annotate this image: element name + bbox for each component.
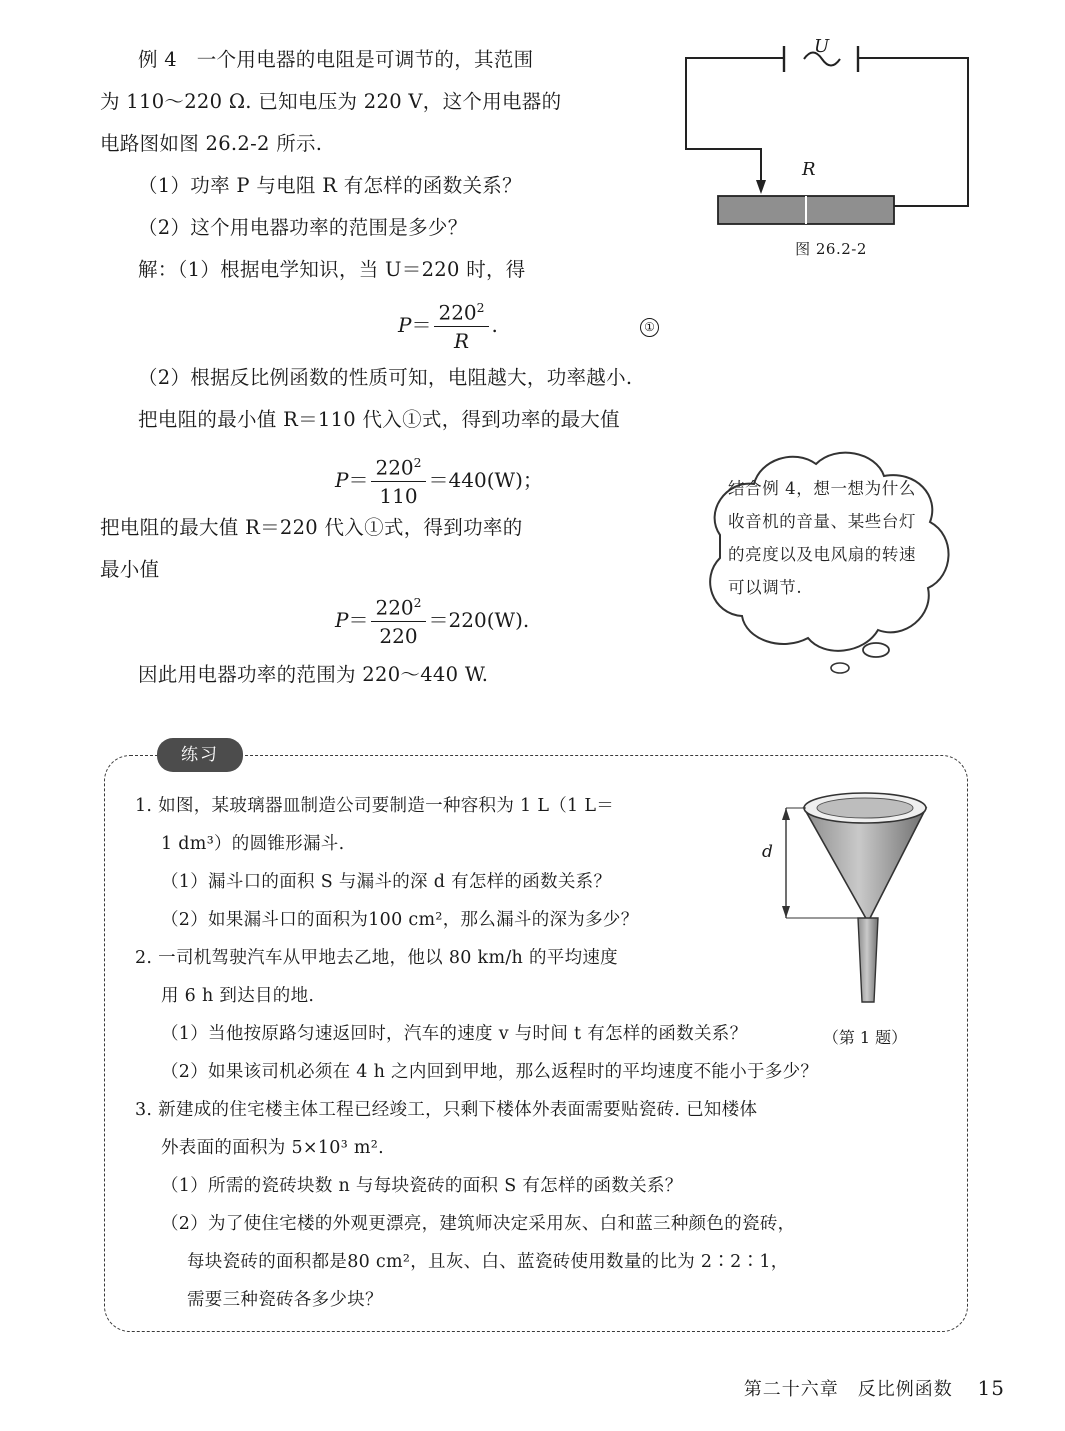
example-step-3: 把电阻的最小值 R＝110 代入①式，得到功率的最大值 — [138, 408, 620, 431]
footer-chapter: 第二十六章 反比例函数 — [743, 1379, 953, 1400]
question-3-sub-3: 每块瓷砖的面积都是80 cm²，且灰、白、蓝瓷砖使用数量的比为 2∶2∶1， — [187, 1252, 789, 1272]
funnel-figure-caption: （第 1 题） — [822, 1028, 908, 1047]
page-footer — [0, 1375, 1005, 1401]
formula-1-tail: . — [491, 312, 498, 337]
question-2-sub-2: （2）如果该司机必须在 4 h 之内回到甲地，那么返程时的平均速度不能小于多少？ — [161, 1062, 819, 1082]
formula-2 — [335, 455, 543, 508]
formula-2-result: ＝440(W)； — [428, 467, 543, 492]
formula-1-exp: 2 — [476, 300, 485, 315]
formula-1-p: P — [398, 312, 412, 337]
formula-1 — [398, 300, 498, 353]
formula-3-p: P — [335, 607, 349, 632]
thought-bubble — [690, 440, 970, 690]
example-question-1: （1）功率 P 与电阻 R 有怎样的函数关系？ — [138, 174, 522, 197]
example-line-3: 电路图如图 26.2-2 所示. — [100, 132, 323, 155]
example-line-1: 例 4 一个用电器的电阻是可调节的，其范围 — [138, 48, 534, 71]
funnel-label-d: d — [762, 842, 773, 862]
example-conclusion: 因此用电器功率的范围为 220～440 W. — [138, 663, 489, 686]
formula-1-circled-one: ① — [640, 318, 659, 337]
formula-1-marker — [640, 313, 659, 337]
circuit-figure-caption: 图 26.2-2 — [795, 240, 867, 258]
circuit-figure — [676, 36, 986, 261]
question-3-sub-4: 需要三种瓷砖各多少块？ — [187, 1290, 383, 1310]
thought-bubble-text: 结合例 4，想一想为什么收音机的音量、某些台灯的亮度以及电风扇的转速可以调节. — [728, 479, 917, 597]
example-step-4a: 把电阻的最大值 R＝220 代入①式，得到功率的 — [100, 516, 523, 539]
formula-3 — [335, 595, 529, 648]
formula-2-fraction — [371, 455, 425, 508]
example-solution-head: 解：（1）根据电学知识，当 U＝220 时，得 — [138, 258, 526, 281]
example-line-2: 为 110～220 Ω. 已知电压为 220 V，这个用电器的 — [100, 90, 562, 113]
footer-page-number: 15 — [977, 1376, 1005, 1400]
formula-3-result: ＝220(W). — [428, 607, 530, 632]
formula-3-eq: ＝ — [348, 607, 369, 632]
circuit-diagram-svg — [676, 46, 986, 231]
question-1-cont: 1 dm³）的圆锥形漏斗. — [161, 834, 345, 854]
example-step-2: （2）根据反比例函数的性质可知，电阻越大，功率越小. — [138, 366, 633, 389]
question-1-head: 1. 如图，某玻璃器皿制造公司要制造一种容积为 1 L（1 L＝ — [135, 796, 615, 816]
question-1-sub-2: （2）如果漏斗口的面积为100 cm²，那么漏斗的深为多少？ — [161, 910, 639, 930]
circuit-label-r: R — [802, 159, 816, 180]
question-3-sub-1: （1）所需的瓷砖块数 n 与每块瓷砖的面积 S 有怎样的函数关系？ — [161, 1176, 683, 1196]
formula-2-p: P — [335, 467, 349, 492]
formula-1-num: 220 — [438, 300, 477, 325]
exercise-question-1 — [135, 788, 835, 938]
example-conclusion-block — [100, 655, 740, 697]
example-step-4-block — [100, 508, 680, 592]
question-3-cont: 外表面的面积为 5×10³ m². — [161, 1138, 384, 1158]
question-1-sub-1: （1）漏斗口的面积 S 与漏斗的深 d 有怎样的函数关系？ — [161, 872, 612, 892]
question-3-head: 3. 新建成的住宅楼主体工程已经竣工，只剩下楼体外表面需要贴瓷砖. 已知楼体 — [135, 1100, 758, 1120]
formula-2-exp: 2 — [413, 455, 422, 470]
question-2-sub-1: （1）当他按原路匀速返回时，汽车的速度 v 与时间 t 有怎样的函数关系？ — [161, 1024, 748, 1044]
formula-3-num: 220 — [375, 595, 414, 620]
question-2-head: 2. 一司机驾驶汽车从甲地去乙地，他以 80 km/h 的平均速度 — [135, 948, 618, 968]
exercise-question-list — [135, 788, 835, 1320]
example-block — [100, 40, 680, 292]
formula-1-den: R — [453, 328, 470, 353]
funnel-figure — [762, 790, 960, 1020]
question-2-cont: 用 6 h 到达目的地. — [161, 986, 315, 1006]
formula-1-eq: ＝ — [411, 312, 432, 337]
circuit-label-u: U — [814, 36, 830, 57]
formula-2-num: 220 — [375, 455, 414, 480]
exercise-question-3 — [135, 1092, 925, 1318]
exercise-tab-label: 练习 — [157, 738, 243, 772]
formula-2-eq: ＝ — [348, 467, 369, 492]
example-step-4b: 最小值 — [100, 558, 160, 581]
funnel-diagram-svg — [770, 790, 960, 1020]
example-step-2-block — [100, 358, 740, 442]
formula-1-fraction — [434, 300, 488, 353]
formula-3-den: 220 — [379, 623, 418, 648]
question-3-sub-2: （2）为了使住宅楼的外观更漂亮，建筑师决定采用灰、白和蓝三种颜色的瓷砖， — [161, 1214, 796, 1234]
formula-3-fraction — [371, 595, 425, 648]
formula-3-exp: 2 — [413, 595, 422, 610]
formula-2-den: 110 — [379, 483, 418, 508]
example-question-2: （2）这个用电器功率的范围是多少？ — [138, 216, 468, 239]
